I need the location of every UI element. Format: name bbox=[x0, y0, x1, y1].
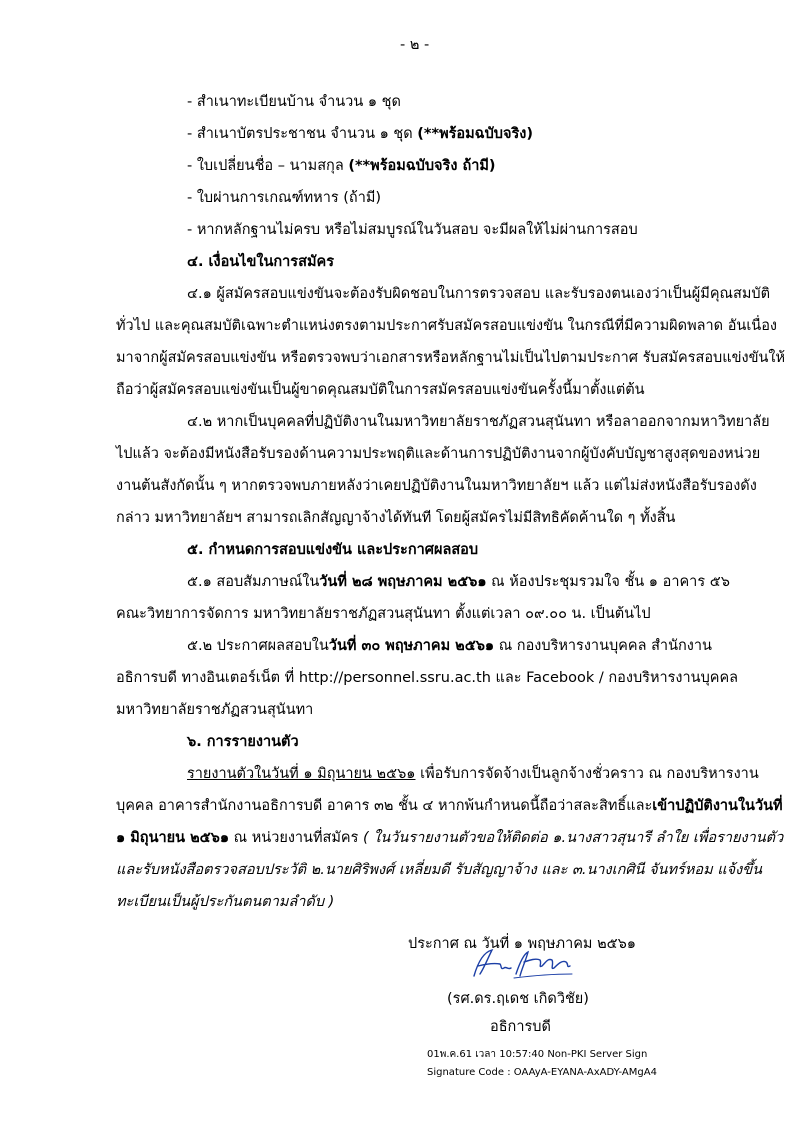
section6-start-date: ๑ มิถุนายน ๒๕๖๑ bbox=[116, 830, 230, 846]
section4-p2-line1: ๔.๒ หากเป็นบุคคลที่ปฏิบัติงานในมหาวิทยาลัยราชภัฏสวนสุนันทา หรือลาออกจากมหาวิทยาลัย bbox=[187, 414, 770, 430]
doc-item-note: (**พร้อมฉบับจริง) bbox=[417, 126, 533, 142]
section5-p2-line2: อธิการบดี ทางอินเตอร์เน็ต ที่ http://personnel.ssru.ac.th และ Facebook / กองบริหารงานบุคคล bbox=[116, 670, 739, 686]
doc-item-name-change bbox=[187, 157, 496, 175]
section5-heading: ๕. กำหนดการสอบแข่งขัน และประกาศผลสอบ bbox=[187, 542, 479, 558]
section4-p1-line4: ถือว่าผู้สมัครสอบแข่งขันเป็นผู้ขาดคุณสมบัติในการสมัครสอบแข่งขันครั้งนี้มาตั้งแต่ต้น bbox=[116, 382, 645, 398]
doc-item-incomplete-warning: - หากหลักฐานไม่ครบ หรือไม่สมบูรณ์ในวันสอบ จะมีผลให้ไม่ผ่านการสอบ bbox=[187, 222, 638, 238]
section5-p2-line1 bbox=[187, 637, 712, 655]
doc-item-text: - สำเนาบัตรประชาชน จำนวน ๑ ชุด bbox=[187, 126, 418, 142]
section6-line3 bbox=[116, 829, 783, 847]
section6-line5: ทะเบียนเป็นผู้ประกันตนตามลำดับ ) bbox=[116, 894, 335, 910]
doc-item-text: - ใบเปลี่ยนชื่อ – นามสกุล bbox=[187, 158, 349, 174]
section4-p1-line3: มาจากผู้สมัครสอบแข่งขัน หรือตรวจพบว่าเอกสารหรือหลักฐานไม่เป็นไปตามประกาศ รับสมัครสอบแข่งขันให้ bbox=[116, 350, 786, 366]
signer-title: อธิการบดี bbox=[490, 1019, 551, 1035]
section6-line1 bbox=[187, 765, 759, 783]
doc-item-military: - ใบผ่านการเกณฑ์ทหาร (ถ้ามี) bbox=[187, 190, 382, 206]
section4-p1-line1: ๔.๑ ผู้สมัครสอบแข่งขันจะต้องรับผิดชอบในการตรวจสอบ และรับรองตนเองว่าเป็นผู้มีคุณสมบัติ bbox=[187, 286, 771, 302]
section6-line2 bbox=[116, 797, 783, 815]
page-number: - ๒ - bbox=[400, 37, 430, 53]
section4-p2-line2: ไปแล้ว จะต้องมีหนังสือรับรองด้านความประพฤติและด้านการปฏิบัติงานจากผู้บังคับบัญชาสูงสุดของหน่วย bbox=[116, 446, 761, 462]
sign-timestamp: 01พ.ค.61 เวลา 10:57:40 Non-PKI Server Sign bbox=[427, 1049, 648, 1060]
announcement-date: ประกาศ ณ วันที่ ๑ พฤษภาคม ๒๕๖๑ bbox=[408, 936, 637, 952]
section5-p2-text: ๕.๒ ประกาศผลสอบใน bbox=[187, 638, 329, 654]
section6-line2-bold: เข้าปฏิบัติงานในวันที่ bbox=[652, 798, 783, 814]
section4-p2-line3: งานต้นสังกัดนั้น ๆ หากตรวจพบภายหลังว่าเคยปฏิบัติงานในมหาวิทยาลัยฯ แล้ว แต่ไม่ส่งหนังสือรับรองดัง bbox=[116, 478, 757, 494]
section5-p2-venue: ณ กองบริหารงานบุคคล สำนักงาน bbox=[494, 638, 712, 654]
section5-p1-date: วันที่ ๒๘ พฤษภาคม ๒๕๖๑ bbox=[319, 574, 487, 590]
section6-contact-note: ( ในวันรายงานตัวขอให้ติดต่อ ๑.นางสาวสุนารี ลำใย เพื่อรายงานตัว bbox=[363, 830, 784, 846]
section4-p1-line2: ทั่วไป และคุณสมบัติเฉพาะตำแหน่งตรงตามประกาศรับสมัครสอบแข่งขัน ในกรณีที่มีความผิดพลาด อันเนื่อง bbox=[116, 318, 777, 334]
section6-line3-text: ณ หน่วยงานที่สมัคร bbox=[229, 830, 364, 846]
section6-report-date: รายงานตัวในวันที่ ๑ มิถุนายน ๒๕๖๑ bbox=[187, 766, 416, 782]
doc-item-id-card bbox=[187, 125, 533, 143]
section6-line2-text: บุคคล อาคารสำนักงานอธิการบดี อาคาร ๓๒ ชั้น ๔ หากพ้นกำหนดนี้ถือว่าสละสิทธิ์และ bbox=[116, 798, 653, 814]
signature-image bbox=[470, 944, 576, 984]
signer-name: (รศ.ดร.ฤเดช เกิดวิชัย) bbox=[447, 991, 589, 1007]
section5-p1-line1 bbox=[187, 573, 730, 591]
section6-heading: ๖. การรายงานตัว bbox=[187, 734, 299, 750]
section5-p2-date: วันที่ ๓๐ พฤษภาคม ๒๕๖๑ bbox=[328, 638, 495, 654]
section5-p1-text: ๕.๑ สอบสัมภาษณ์ใน bbox=[187, 574, 320, 590]
signature-code: Signature Code : OAAyA-EYANA-AxADY-AMgA4 bbox=[427, 1067, 657, 1078]
section6-line4: และรับหนังสือตรวจสอบประวัติ ๒.นายศิริพงศ์ เหลี่ยมดี รับสัญญาจ้าง และ ๓.นางเกศินี จันทร์หอม แจ้งขึ้น bbox=[116, 862, 763, 878]
section6-line1-text: เพื่อรับการจัดจ้างเป็นลูกจ้างชั่วคราว ณ กองบริหารงาน bbox=[415, 766, 759, 782]
section5-p1-venue: ณ ห้องประชุมรวมใจ ชั้น ๑ อาคาร ๕๖ bbox=[486, 574, 730, 590]
section4-p2-line4: กล่าว มหาวิทยาลัยฯ สามารถเลิกสัญญาจ้างได้ทันที โดยผู้สมัครไม่มีสิทธิคัดค้านใด ๆ ทั้งสิ้น bbox=[116, 510, 676, 526]
section5-p1-line2: คณะวิทยาการจัดการ มหาวิทยาลัยราชภัฏสวนสุนันทา ตั้งแต่เวลา ๐๙.๐๐ น. เป็นต้นไป bbox=[116, 606, 651, 622]
section4-heading: ๔. เงื่อนไขในการสมัคร bbox=[187, 254, 334, 270]
section5-p2-line3: มหาวิทยาลัยราชภัฏสวนสุนันทา bbox=[116, 702, 314, 718]
doc-item-note: (**พร้อมฉบับจริง ถ้ามี) bbox=[348, 158, 496, 174]
doc-item-house-registration: - สำเนาทะเบียนบ้าน จำนวน ๑ ชุด bbox=[187, 94, 401, 110]
